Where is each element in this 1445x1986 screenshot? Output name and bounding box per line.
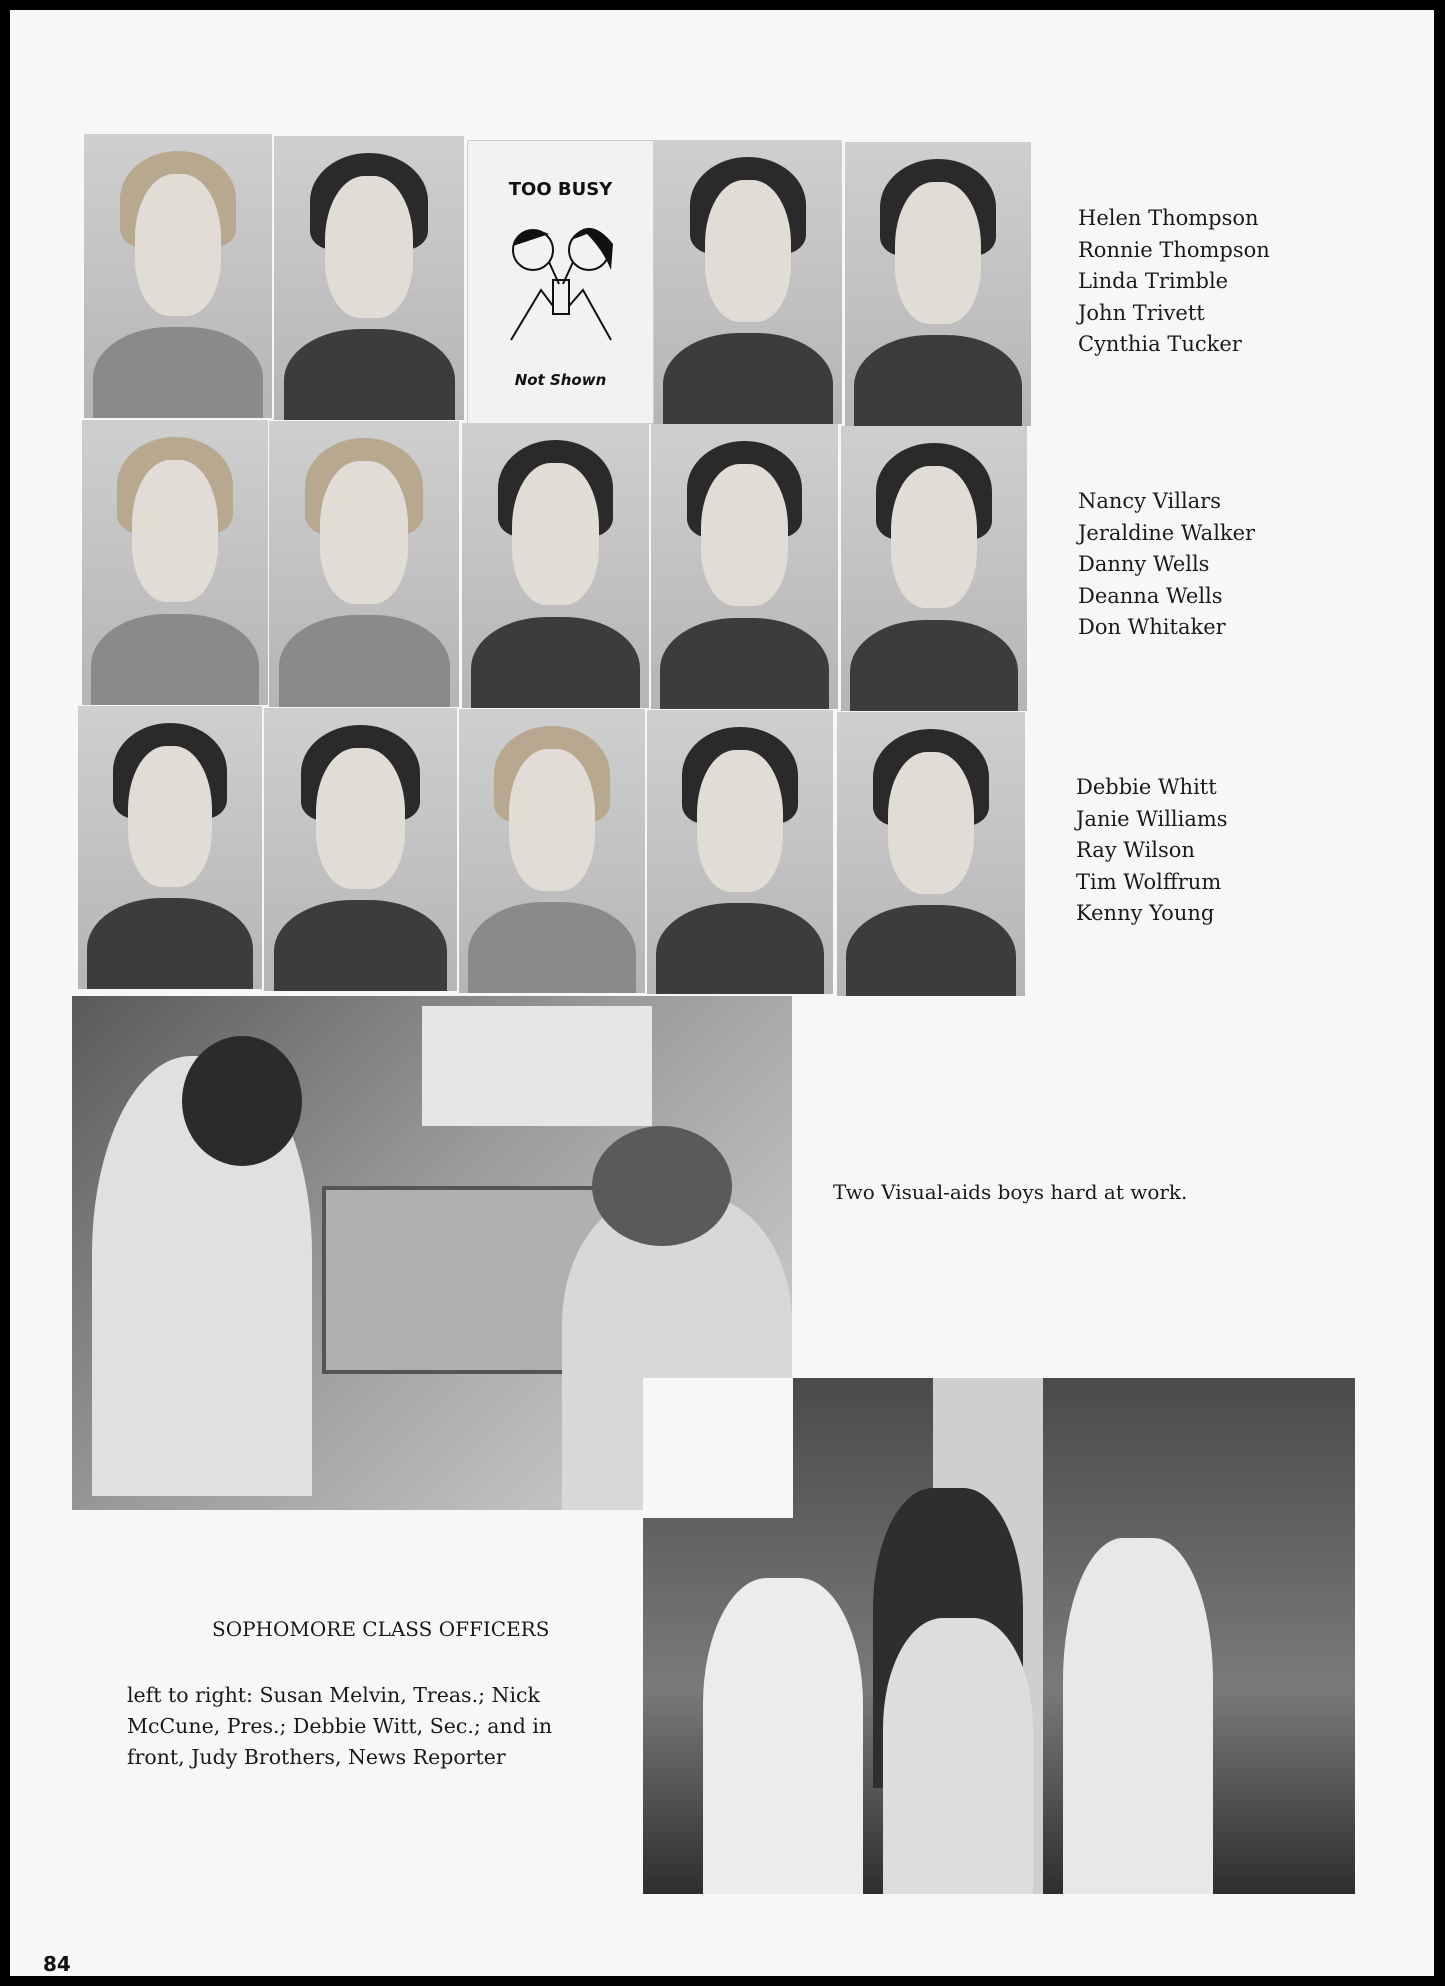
portrait-jeraldine-walker <box>269 421 459 707</box>
names-group-1 <box>1078 203 1270 361</box>
portrait-deanna-wells <box>651 424 838 709</box>
names-group-2 <box>1078 486 1255 644</box>
name-item: Ronnie Thompson <box>1078 237 1270 262</box>
name-item: Don Whitaker <box>1078 615 1226 639</box>
class-officers-photo <box>643 1378 1355 1894</box>
cartoon-title: TOO BUSY <box>508 179 613 200</box>
name-item: John Trivett <box>1078 300 1205 325</box>
student-right-head-shape <box>592 1126 732 1246</box>
milkshake-couple-icon <box>491 210 631 350</box>
name-item: Tim Wolffrum <box>1076 869 1222 894</box>
page-number: 84 <box>43 1952 71 1976</box>
student-left-head-shape <box>182 1036 302 1166</box>
name-item: Danny Wells <box>1078 552 1210 576</box>
portrait-debbie-whitt <box>78 706 262 989</box>
names-group-3 <box>1076 772 1228 930</box>
name-item: Ray Wilson <box>1076 838 1195 862</box>
name-item: Deanna Wells <box>1078 583 1223 608</box>
photo-notch <box>643 1378 793 1518</box>
name-item: Janie Williams <box>1076 806 1228 831</box>
portrait-cynthia-tucker <box>845 142 1031 426</box>
officers-heading: SOPHOMORE CLASS OFFICERS <box>212 1617 550 1641</box>
portrait-john-trivett <box>654 140 842 424</box>
officers-line: McCune, Pres.; Debbie Witt, Sec.; and in <box>127 1714 553 1738</box>
too-busy-cartoon <box>467 140 654 424</box>
officer-3-shape <box>1063 1538 1213 1894</box>
name-item: Debbie Whitt <box>1076 775 1217 799</box>
portrait-helen-thompson <box>84 134 272 418</box>
officers-line: left to right: Susan Melvin, Treas.; Nick <box>127 1683 540 1707</box>
name-item: Cynthia Tucker <box>1078 332 1242 356</box>
name-item: Jeraldine Walker <box>1078 520 1256 545</box>
name-item: Linda Trimble <box>1078 269 1229 293</box>
cartoon-subtitle: Not Shown <box>514 371 607 389</box>
portrait-don-whitaker <box>841 426 1027 711</box>
portrait-nancy-villars <box>82 420 268 705</box>
officers-description <box>127 1680 552 1773</box>
display-sign-shape <box>422 1006 652 1126</box>
portrait-janie-williams <box>264 708 457 991</box>
officers-line: front, Judy Brothers, News Reporter <box>127 1745 506 1769</box>
name-item: Kenny Young <box>1076 901 1215 925</box>
portrait-ray-wilson <box>459 709 645 993</box>
photo-caption: Two Visual-aids boys hard at work. <box>833 1180 1188 1204</box>
portrait-danny-wells <box>462 423 649 708</box>
officer-1-shape <box>703 1578 863 1894</box>
portrait-ronnie-thompson <box>274 136 464 420</box>
portrait-kenny-young <box>837 712 1025 996</box>
officer-front-shape <box>883 1618 1033 1894</box>
portrait-tim-wolffrum <box>647 710 833 994</box>
name-item: Helen Thompson <box>1078 206 1259 230</box>
name-item: Nancy Villars <box>1078 489 1222 513</box>
